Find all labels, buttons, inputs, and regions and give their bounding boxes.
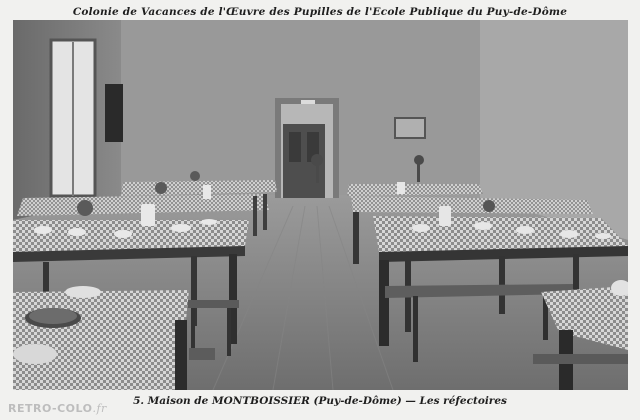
table-front-right [373,216,628,252]
wall-frame [395,118,425,138]
table-foreground-left [13,290,189,390]
dining-hall-photo [13,20,628,390]
postcard-bottom-caption: 5. Maison de MONTBOISSIER (Puy-de-Dôme) — Les réfectoires [133,395,507,407]
postcard-top-caption: Colonie de Vacances de l'Œuvre des Pupilles de l'Ecole Publique du Puy-de-Dôme [72,6,568,18]
site-watermark [8,402,107,415]
watermark-suffix: .fr [92,402,107,415]
dining-hall-scene [13,20,628,390]
watermark-main: RETRO-COLO [8,402,93,415]
